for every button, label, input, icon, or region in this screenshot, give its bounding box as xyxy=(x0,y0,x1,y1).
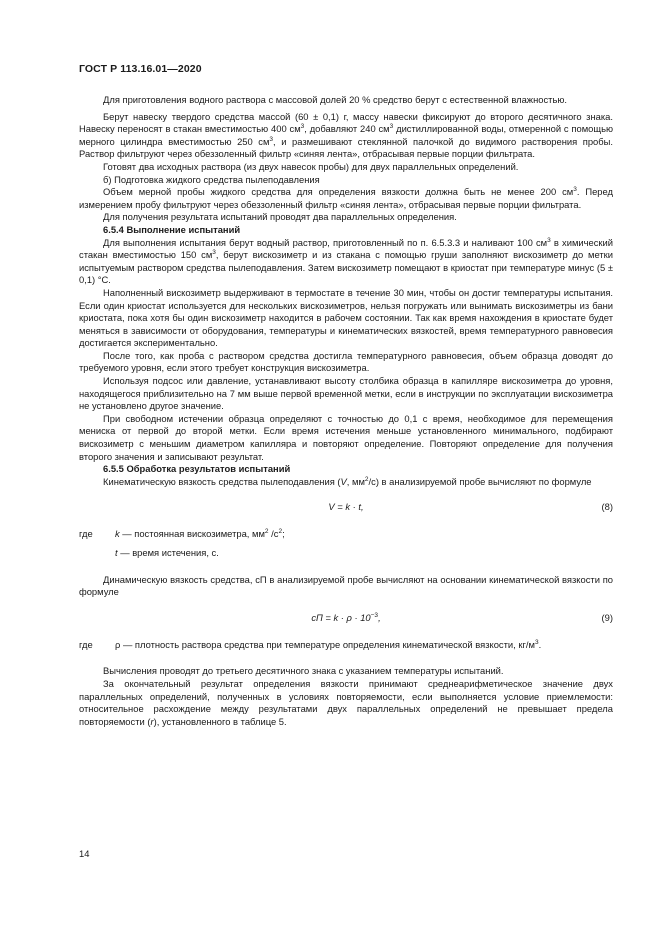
paragraph: Готовят два исходных раствора (из двух навесок пробы) для двух параллельных определений. xyxy=(103,160,519,172)
paragraph: После того, как проба с раствором средства достигла температурного равновесия, объем образца доводят до требуемого уровня, если этого требует конструкция вискозиметра. xyxy=(79,349,613,374)
paragraph: При свободном истечении образца определяют с точностью до 0,1 с время, необходимое для перемещения мениска от первой до второй метки. Если время истечения меньше установленного минимального, подбирают вискозиметр с меньшим диаметром капилляра и повторяют определение. Повторяют определение для получения второго значения и записывают результат. xyxy=(79,412,613,462)
document-header: ГОСТ Р 113.16.01—2020 xyxy=(79,63,202,75)
section-heading-6-5-4: 6.5.4 Выполнение испытаний xyxy=(103,223,241,235)
formula-number: (8) xyxy=(601,501,613,513)
legend-item-rho: ρ — плотность раствора средства при температуре определения кинематической вязкости, $кг/м^3$. xyxy=(115,638,542,650)
paragraph: Для получения результата испытаний проводят два параллельных определения. xyxy=(103,211,457,223)
formula-expression: сП = $k \cdot \rho \cdot 10^{-3}$, xyxy=(311,611,381,623)
page-number: 14 xyxy=(79,848,90,859)
paragraph: Наполненный вискозиметр выдерживают в термостате в течение 30 мин, чтобы он достиг температуры испытания. Если один криостат используется для нескольких вискозиметров, нельзя погружать или вынимать вискозиметры из бани криостата, пока хотя бы один вискозиметр находится в рабочем состоянии. Так как время нахождения в криостате будет меняться в зависимости от оборудования, температуры и кинематических вязкостей, время температурного равновесия достигается экспериментально. xyxy=(79,286,613,349)
paragraph: Объем мерной пробы жидкого средства для определения вязкости должна быть не менее 200 $см^3$. Перед измерением пробу фильтруют через обеззоленный фильтр «синяя лента», отбрасывая первые порции фильтрата. xyxy=(79,186,613,210)
formula-9 xyxy=(79,612,613,625)
paragraph: Берут навеску твердого средства массой (60 ± 0,1) г, массу навески фиксируют до второго десятичного знака. Навеску переносят в стакан вместимостью 400 $см^3$, добавляют 240 $см^3$ дистиллированной воды, отмеренной с помощью мерного цилиндра вместимостью 250 $см^3$, и размешивают стеклянной палочкой до видимого растворения пробы. Раствор фильтруют через обеззоленный фильтр «синяя лента», отбрасывая первые порции фильтрата. xyxy=(79,110,613,160)
paragraph: За окончательный результат определения вязкости принимают среднеарифметическое значение двух параллельных определений, полученных в условиях повторяемости, если выполняется условие приемлемости: относительное расхождение между результатами двух параллельных определений не превышает предела повторяемости (r), установленного в таблице 5. xyxy=(79,677,613,727)
formula-number: (9) xyxy=(601,611,613,623)
section-heading-6-5-5: 6.5.5 Обработка результатов испытаний xyxy=(103,463,291,475)
paragraph: Кинематическую вязкость средства пылеподавления (V, $мм^2/с$) в анализируемой пробе вычисляют по формуле xyxy=(103,475,592,487)
formula-legend: где k — постоянная вискозиметра, $мм^2$ $/с^2$; t — время истечения, с. xyxy=(79,528,613,559)
paragraph: б) Подготовка жидкого средства пылеподавления xyxy=(103,173,320,185)
legend-item-t: t — время истечения, с. xyxy=(115,547,219,558)
paragraph: Вычисления проводят до третьего десятичного знака с указанием температуры испытаний. xyxy=(103,665,504,677)
formula-8 xyxy=(79,501,613,514)
formula-expression: V = k · t, xyxy=(328,501,364,513)
legend-item-k: k — постоянная вискозиметра, $мм^2$ $/с^2$; xyxy=(115,528,285,540)
paragraph: Для выполнения испытания берут водный раствор, приготовленный по п. 6.5.3.3 и наливают 100 $см^3$ в химический стакан вместимостью 150 $см^3$, берут вискозиметр и из стакана с помощью груши заполняют вискозиметр до метки испытуемым раствором средства пылеподавления. Затем вискозиметр помещают в криостат при температуре минус (5 ± 0,1) °С. xyxy=(79,236,613,286)
formula-legend: где ρ — плотность раствора средства при температуре определения кинематической вязкости, $кг/м^3$. xyxy=(79,639,613,652)
paragraph: Используя подсос или давление, устанавливают высоту столбика образца в капилляре вискозиметра до уровня, находящегося приблизительно на 7 мм выше первой временной метки, если в инструкции по эксплуатации вискозиметра не установлено другое значение. xyxy=(79,375,613,412)
paragraph: Для приготовления водного раствора с массовой долей 20 % средство берут с естественной влажностью. xyxy=(103,94,567,105)
document-body xyxy=(79,94,613,728)
paragraph: Динамическую вязкость средства, сП в анализируемой пробе вычисляют на основании кинематической вязкости по формуле xyxy=(79,573,613,598)
